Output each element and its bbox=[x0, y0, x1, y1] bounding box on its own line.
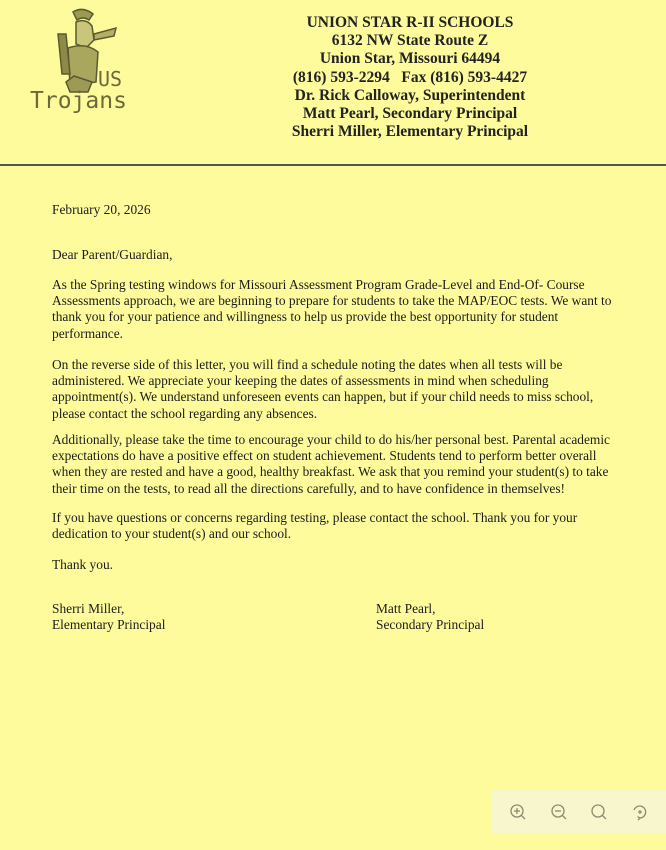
elementary-principal: Sherri Miller, Elementary Principal bbox=[291, 123, 529, 141]
line: expectations do have a positive effect on student achievement. Students tend to perform better overall bbox=[52, 448, 597, 464]
line: dedication to your student(s) and our school. bbox=[52, 526, 292, 542]
line: please contact the school regarding any absences. bbox=[52, 405, 318, 421]
closing: Thank you. bbox=[52, 557, 113, 572]
line: when they are rested and have a good, healthy breakfast. We ask that you remind your student(s) to take bbox=[52, 464, 609, 480]
zoom-reset-icon[interactable] bbox=[589, 802, 609, 822]
line: On the reverse side of this letter, you will find a schedule noting the dates when all tests will be bbox=[52, 357, 563, 372]
viewer-toolbar bbox=[492, 790, 666, 833]
header-divider bbox=[0, 164, 666, 166]
signature-name: Matt Pearl, bbox=[376, 601, 436, 616]
superintendent: Dr. Rick Calloway, Superintendent bbox=[294, 86, 526, 104]
school-name: UNION STAR R-II SCHOOLS bbox=[306, 14, 514, 31]
paragraph-1 bbox=[52, 277, 611, 342]
letter-date: February 20, 2026 bbox=[52, 202, 151, 217]
secondary-principal: Matt Pearl, Secondary Principal bbox=[302, 105, 518, 123]
signature-title: Elementary Principal bbox=[52, 617, 166, 633]
paragraph-3 bbox=[52, 432, 610, 497]
line: administered. We appreciate your keeping the dates of assessments in mind when scheduling bbox=[52, 373, 549, 389]
trojans-logo bbox=[28, 4, 143, 114]
line: their time on the tests, to read all the directions carefully, and to have confidence in themselves! bbox=[52, 480, 566, 496]
letterhead bbox=[250, 14, 570, 141]
zoom-out-icon[interactable] bbox=[549, 802, 569, 822]
logo-trojans-text: Trojans bbox=[30, 88, 127, 114]
signature-name: Sherri Miller, bbox=[52, 601, 125, 616]
line: thank you for your patience and willingness to help us provide the best opportunity for student bbox=[52, 309, 559, 325]
rotate-icon[interactable] bbox=[630, 802, 650, 822]
line: performance. bbox=[52, 325, 124, 341]
line: appointment(s). We understand unforeseen events can happen, but if your child needs to miss school, bbox=[52, 389, 594, 405]
line: If you have questions or concerns regarding testing, please contact the school. Thank you for your bbox=[52, 510, 578, 525]
line: As the Spring testing windows for Missouri Assessment Program Grade-Level and End-Of- Course bbox=[52, 277, 585, 292]
line: Assessments approach, we are beginning to prepare for students to take the MAP/EOC tests. We want to bbox=[52, 293, 612, 309]
school-city: Union Star, Missouri 64494 bbox=[319, 50, 501, 68]
signature-secondary bbox=[376, 601, 484, 633]
paragraph-4 bbox=[52, 510, 577, 542]
paragraph-2 bbox=[52, 357, 593, 422]
line: Additionally, please take the time to encourage your child to do his/her personal best. Parental academic bbox=[52, 432, 611, 447]
signature-title: Secondary Principal bbox=[376, 617, 485, 633]
salutation: Dear Parent/Guardian, bbox=[52, 247, 173, 262]
school-address: 6132 NW State Route Z bbox=[331, 32, 489, 50]
zoom-in-icon[interactable] bbox=[508, 802, 528, 822]
logo-us-text: US bbox=[98, 67, 123, 91]
signature-elementary bbox=[52, 601, 165, 633]
school-phone-fax: (816) 593-2294 Fax (816) 593-4427 bbox=[292, 68, 528, 86]
